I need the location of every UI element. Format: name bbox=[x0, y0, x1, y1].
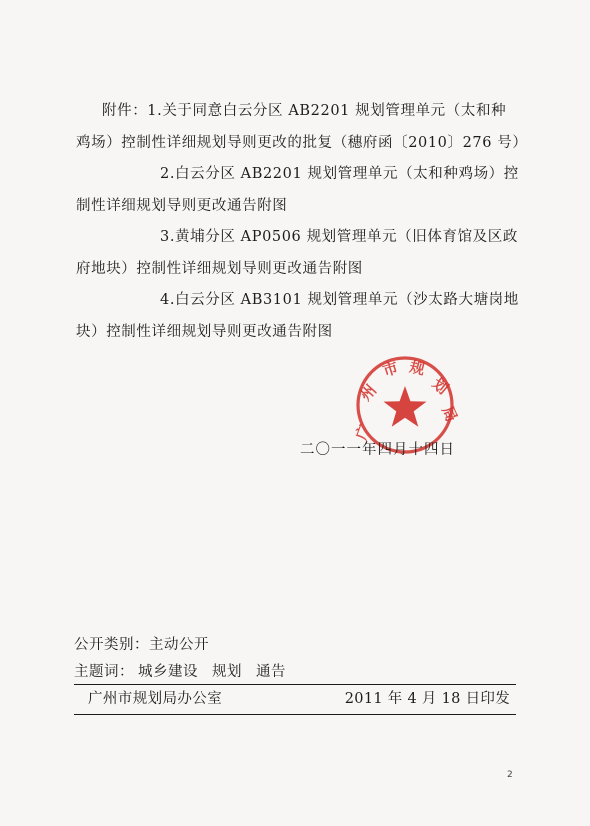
attachment-2-line-1: 2.白云分区 AB2201 规划管理单元（太和种鸡场）控 bbox=[160, 166, 519, 182]
attachment-1-line-2: 鸡场）控制性详细规划导则更改的批复（穗府函〔2010〕276 号） bbox=[76, 134, 528, 151]
attachment-1-line-1: 附件：1.关于同意白云分区 AB2201 规划管理单元（太和种 bbox=[102, 103, 507, 119]
issue-date: 二〇一一年四月十四日 bbox=[300, 442, 455, 458]
svg-text:规: 规 bbox=[407, 357, 427, 379]
subject-keyword: 通告 bbox=[256, 664, 286, 680]
svg-text:局: 局 bbox=[438, 403, 461, 425]
printed-date: 2011 年 4 月 18 日印发 bbox=[344, 691, 510, 707]
attachments-list bbox=[76, 96, 526, 348]
svg-text:划: 划 bbox=[428, 374, 452, 398]
attachment-4-line-2: 块）控制性详细规划导则更改通告附图 bbox=[76, 323, 333, 340]
subject-label: 主题词： bbox=[74, 664, 134, 680]
issuer-row bbox=[74, 685, 516, 715]
svg-text:广: 广 bbox=[352, 422, 375, 443]
document-footer bbox=[74, 630, 516, 715]
attachment-2-line-2: 制性详细规划导则更改通告附图 bbox=[76, 197, 288, 214]
public-category: 公开类别：主动公开 bbox=[74, 637, 209, 653]
subject-keywords-row bbox=[74, 660, 516, 685]
attachment-3-line-2: 府地块）控制性详细规划导则更改通告附图 bbox=[76, 260, 363, 277]
seal-star-icon bbox=[384, 386, 427, 427]
issuing-office: 广州市规划局办公室 bbox=[88, 691, 223, 707]
attachment-4-line-1: 4.白云分区 AB3101 规划管理单元（沙太路大塘岗地 bbox=[160, 292, 519, 308]
subject-keyword: 城乡建设 bbox=[138, 664, 198, 680]
attachment-3-line-1: 3.黄埔分区 AP0506 规划管理单元（旧体育馆及区政 bbox=[160, 229, 518, 245]
svg-text:市: 市 bbox=[380, 358, 401, 381]
page-number: 2 bbox=[507, 770, 513, 780]
subject-keyword: 规划 bbox=[212, 664, 242, 680]
svg-text:州: 州 bbox=[356, 381, 380, 405]
